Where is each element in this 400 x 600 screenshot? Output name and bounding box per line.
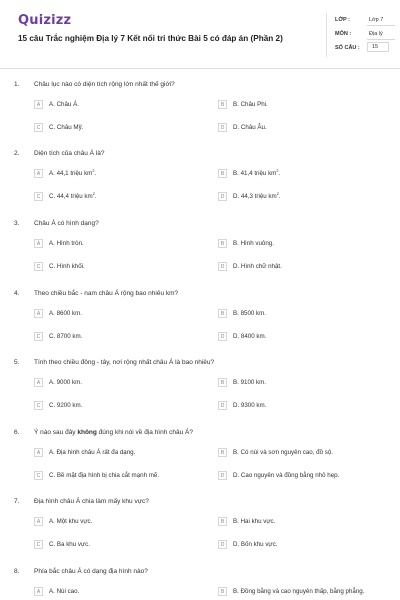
option-b[interactable]: [218, 517, 388, 529]
question-number: 8.: [14, 568, 20, 575]
option-text: A. Địa hình châu Á rất đa dạng.: [49, 449, 136, 456]
question-number: 3.: [14, 220, 20, 227]
question-text: Địa hình châu Á chia làm mấy khu vực?: [34, 498, 149, 505]
option-c[interactable]: [34, 123, 204, 135]
option-letter-box: C: [34, 401, 43, 410]
meta-subject-value: Địa lý: [369, 31, 383, 37]
question-text: Theo chiều bắc - nam châu Á rộng bao nhiêu km?: [34, 290, 179, 297]
worksheet-header: [0, 0, 400, 68]
option-d[interactable]: [218, 471, 388, 483]
option-letter-box: A: [34, 100, 43, 109]
question-text-before: Ý nào sau đây: [34, 429, 78, 436]
option-text: B. 8500 km.: [233, 310, 267, 317]
question-text: Diện tích của châu Á là?: [34, 150, 105, 157]
option-a[interactable]: [34, 100, 204, 112]
option-text: A. Hình tròn.: [49, 240, 84, 247]
option-letter-box: B: [218, 378, 227, 387]
question-number: 4.: [14, 290, 20, 297]
option-text: D. 8400 km.: [233, 333, 267, 340]
option-trailing-text: .: [278, 193, 281, 200]
option-text: D. Cao nguyên và đồng bằng nhỏ hẹp.: [233, 472, 340, 479]
option-text: D. Châu Âu.: [233, 124, 267, 131]
option-a[interactable]: [34, 587, 204, 599]
option-text: B. 9100 km.: [233, 379, 267, 386]
superscript: 2: [276, 190, 279, 196]
option-main-text: C. 44,4 triệu km: [49, 193, 93, 200]
option-text: C. Ba khu vực.: [49, 541, 90, 548]
option-d[interactable]: [218, 540, 388, 552]
option-main-text: A. 44,1 triệu km: [49, 170, 93, 177]
option-letter-box: C: [34, 540, 43, 549]
option-letter-box: C: [34, 471, 43, 480]
option-text: A. 8600 km.: [49, 310, 83, 317]
superscript: 2: [276, 167, 279, 173]
option-letter-box: B: [218, 517, 227, 526]
worksheet-title: 15 câu Trắc nghiệm Địa lý 7 Kết nối tri thức Bài 5 có đáp án (Phần 2): [18, 34, 283, 43]
meta-subject-label: MÔN :: [335, 31, 352, 37]
question-number: 1.: [14, 81, 20, 88]
option-text: B. Có núi và sơn nguyên cao, đồ sộ.: [233, 449, 334, 456]
option-letter-box: A: [34, 448, 43, 457]
option-letter-box: A: [34, 378, 43, 387]
option-text: [233, 192, 281, 202]
option-text: D. Hình chữ nhật.: [233, 263, 282, 270]
option-letter-box: A: [34, 169, 43, 178]
question-number: 7.: [14, 498, 20, 505]
option-d[interactable]: [218, 401, 388, 413]
option-text: D. 9300 km.: [233, 402, 267, 409]
option-d[interactable]: [218, 332, 388, 344]
option-text: B. Hai khu vực.: [233, 518, 276, 525]
meta-divider: [367, 39, 395, 40]
option-letter-box: D: [218, 471, 227, 480]
option-text: [233, 169, 280, 179]
option-text: C. Châu Mỹ.: [49, 124, 84, 131]
option-text: A. Một khu vực.: [49, 518, 93, 525]
option-c[interactable]: [34, 262, 204, 274]
option-letter-box: B: [218, 587, 227, 596]
option-letter-box: A: [34, 587, 43, 596]
option-a[interactable]: [34, 169, 204, 181]
option-trailing-text: .: [278, 170, 281, 177]
question-number: 2.: [14, 150, 20, 157]
option-letter-box: D: [218, 262, 227, 271]
option-main-text: D. 44,3 triệu km: [233, 193, 277, 200]
option-a[interactable]: [34, 239, 204, 251]
option-text: A. Núi cao.: [49, 588, 80, 595]
option-b[interactable]: [218, 309, 388, 321]
question-number: 6.: [14, 429, 20, 436]
option-d[interactable]: [218, 123, 388, 135]
option-b[interactable]: [218, 169, 388, 181]
option-text: A. 9000 km.: [49, 379, 83, 386]
question-text: [34, 428, 374, 438]
option-letter-box: C: [34, 192, 43, 201]
option-text: B. Hình vuông.: [233, 240, 274, 247]
quizizz-logo[interactable]: Quizizz: [18, 13, 72, 28]
option-a[interactable]: [34, 448, 204, 460]
meta-class-label: LỚP :: [335, 17, 350, 23]
meta-divider: [367, 25, 395, 26]
option-letter-box: D: [218, 332, 227, 341]
question-text: Tính theo chiều đông - tây, nơi rộng nhất châu Á là bao nhiêu?: [34, 359, 215, 366]
option-a[interactable]: [34, 378, 204, 390]
option-text: C. Hình khối.: [49, 263, 85, 270]
meta-count-row: [335, 43, 391, 57]
meta-count-label: SỐ CÂU :: [335, 45, 360, 51]
option-main-text: B. 41,4 triệu km: [233, 170, 277, 177]
question-text: Châu Á có hình dạng?: [34, 220, 99, 227]
meta-class-row: [335, 15, 391, 29]
superscript: 2: [92, 190, 95, 196]
option-text: C. 8700 km.: [49, 333, 83, 340]
meta-count-value: 15: [367, 42, 389, 52]
option-text: D. Bốn khu vực.: [233, 541, 278, 548]
option-c[interactable]: [34, 401, 204, 413]
option-text: B. Châu Phi.: [233, 101, 268, 108]
option-trailing-text: .: [94, 170, 97, 177]
option-a[interactable]: [34, 309, 204, 321]
question-text-emphasis: không: [77, 429, 97, 436]
header-separator: [0, 68, 400, 69]
option-b[interactable]: [218, 100, 388, 112]
option-letter-box: D: [218, 401, 227, 410]
superscript: 2: [92, 167, 95, 173]
option-text: [49, 192, 97, 202]
option-d[interactable]: [218, 192, 388, 204]
option-letter-box: D: [218, 123, 227, 132]
question-text: Châu lục nào có diện tích rộng lớn nhất thế giới?: [34, 81, 175, 88]
option-letter-box: D: [218, 192, 227, 201]
option-letter-box: B: [218, 239, 227, 248]
option-b[interactable]: [218, 587, 388, 599]
meta-subject-row: [335, 29, 391, 43]
question-text-after: đúng khi nói về địa hình châu Á?: [96, 429, 194, 436]
option-d[interactable]: [218, 262, 388, 274]
option-c[interactable]: [34, 332, 204, 344]
option-c[interactable]: [34, 540, 204, 552]
option-letter-box: A: [34, 517, 43, 526]
option-letter-box: B: [218, 169, 227, 178]
option-trailing-text: .: [94, 193, 97, 200]
option-text: C. Bề mặt địa hình bị chia cắt mạnh mẽ.: [49, 472, 160, 479]
option-a[interactable]: [34, 517, 204, 529]
option-b[interactable]: [218, 378, 388, 390]
option-text: [49, 169, 96, 179]
option-letter-box: C: [34, 123, 43, 132]
option-text: B. Đồng bằng và cao nguyên thấp, bằng phẳng.: [233, 588, 365, 595]
option-b[interactable]: [218, 239, 388, 251]
question-text: Phía bắc châu Á có dạng địa hình nào?: [34, 568, 148, 575]
option-letter-box: C: [34, 262, 43, 271]
option-text: C. 9200 km.: [49, 402, 83, 409]
option-letter-box: D: [218, 540, 227, 549]
meta-class-value: Lớp 7: [369, 17, 384, 23]
option-letter-box: A: [34, 239, 43, 248]
option-text: A. Châu Á.: [49, 101, 79, 108]
option-letter-box: B: [218, 309, 227, 318]
option-c[interactable]: [34, 192, 204, 204]
question-number: 5.: [14, 359, 20, 366]
meta-box: [326, 13, 391, 57]
option-letter-box: A: [34, 309, 43, 318]
option-c[interactable]: [34, 471, 204, 483]
option-letter-box: B: [218, 100, 227, 109]
option-letter-box: B: [218, 448, 227, 457]
option-b[interactable]: [218, 448, 388, 460]
option-letter-box: C: [34, 332, 43, 341]
